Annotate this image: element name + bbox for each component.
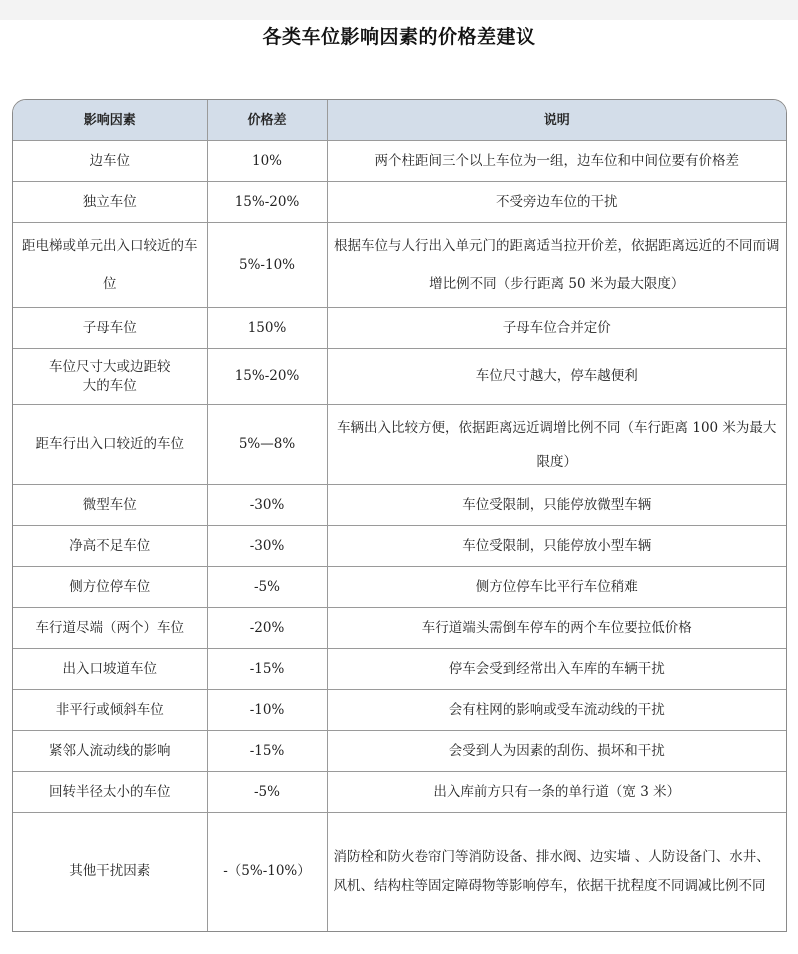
page-title: 各类车位影响因素的价格差建议 <box>262 26 536 48</box>
table-row <box>13 141 786 182</box>
price-diff-cell: 15%-20% <box>207 349 327 405</box>
header-factor: 影响因素 <box>13 100 207 141</box>
price-diff-cell: -30% <box>207 485 327 526</box>
description-cell: 会有柱网的影响或受车流动线的干扰 <box>327 690 786 731</box>
factor-cell: 子母车位 <box>13 308 207 349</box>
factor-cell: 其他干扰因素 <box>13 813 207 931</box>
factor-cell: 独立车位 <box>13 182 207 223</box>
factor-cell: 净高不足车位 <box>13 526 207 567</box>
price-table-container <box>12 99 787 932</box>
table-header-row <box>13 100 786 141</box>
top-bar <box>0 0 798 20</box>
table-row <box>13 813 786 931</box>
header-description: 说明 <box>327 100 786 141</box>
table-row <box>13 608 786 649</box>
price-diff-cell: -5% <box>207 567 327 608</box>
description-cell: 停车会受到经常出入车库的车辆干扰 <box>327 649 786 690</box>
table-row <box>13 485 786 526</box>
table-row <box>13 526 786 567</box>
factor-cell: 侧方位停车位 <box>13 567 207 608</box>
price-diff-cell: 5%-10% <box>207 223 327 308</box>
table-row <box>13 690 786 731</box>
description-cell: 车位尺寸越大，停车越便利 <box>327 349 786 405</box>
price-diff-cell: -15% <box>207 649 327 690</box>
table-row <box>13 731 786 772</box>
price-diff-cell: -30% <box>207 526 327 567</box>
price-diff-cell: -5% <box>207 772 327 813</box>
table-row <box>13 405 786 485</box>
factor-cell: 微型车位 <box>13 485 207 526</box>
table-row <box>13 223 786 308</box>
price-diff-cell: -15% <box>207 731 327 772</box>
factor-cell: 回转半径太小的车位 <box>13 772 207 813</box>
description-cell: 车位受限制，只能停放小型车辆 <box>327 526 786 567</box>
factor-cell: 出入口坡道车位 <box>13 649 207 690</box>
table-row <box>13 308 786 349</box>
factor-cell: 距车行出入口较近的车位 <box>13 405 207 485</box>
price-diff-cell: 15%-20% <box>207 182 327 223</box>
header-price-diff: 价格差 <box>207 100 327 141</box>
description-cell: 两个柱距间三个以上车位为一组，边车位和中间位要有价格差 <box>327 141 786 182</box>
description-cell: 不受旁边车位的干扰 <box>327 182 786 223</box>
description-cell: 侧方位停车比平行车位稍难 <box>327 567 786 608</box>
description-cell: 车位受限制，只能停放微型车辆 <box>327 485 786 526</box>
description-cell: 车辆出入比较方便，依据距离远近调增比例不同（车行距离 100 米为最大限度） <box>327 405 786 485</box>
price-diff-cell: -20% <box>207 608 327 649</box>
factor-cell: 车行道尽端（两个）车位 <box>13 608 207 649</box>
table-row <box>13 567 786 608</box>
description-cell: 车行道端头需倒车停车的两个车位要拉低价格 <box>327 608 786 649</box>
table-row <box>13 349 786 405</box>
factor-cell: 紧邻人流动线的影响 <box>13 731 207 772</box>
table-row <box>13 182 786 223</box>
description-cell: 会受到人为因素的刮伤、损坏和干扰 <box>327 731 786 772</box>
factor-cell: 距电梯或单元出入口较近的车位 <box>13 223 207 308</box>
table-row <box>13 649 786 690</box>
table-row <box>13 772 786 813</box>
price-diff-cell: 150% <box>207 308 327 349</box>
factor-cell: 边车位 <box>13 141 207 182</box>
price-diff-cell: -10% <box>207 690 327 731</box>
price-diff-cell: 10% <box>207 141 327 182</box>
factor-cell: 非平行或倾斜车位 <box>13 690 207 731</box>
description-cell: 子母车位合并定价 <box>327 308 786 349</box>
price-difference-table <box>13 100 786 931</box>
factor-cell: 车位尺寸大或边距较大的车位 <box>13 349 207 405</box>
description-cell: 出入库前方只有一条的单行道（宽 3 米） <box>327 772 786 813</box>
description-cell: 消防栓和防火卷帘门等消防设备、排水阀、边实墙 、人防设备门、水井、风机、结构柱等固定障碍物等影响停车，依据干扰程度不同调减比例不同 <box>327 813 786 931</box>
price-diff-cell: 5%—8% <box>207 405 327 485</box>
description-cell: 根据车位与人行出入单元门的距离适当拉开价差，依据距离远近的不同而调增比例不同（步行距离 50 米为最大限度） <box>327 223 786 308</box>
price-diff-cell: -（5%-10%） <box>207 813 327 931</box>
